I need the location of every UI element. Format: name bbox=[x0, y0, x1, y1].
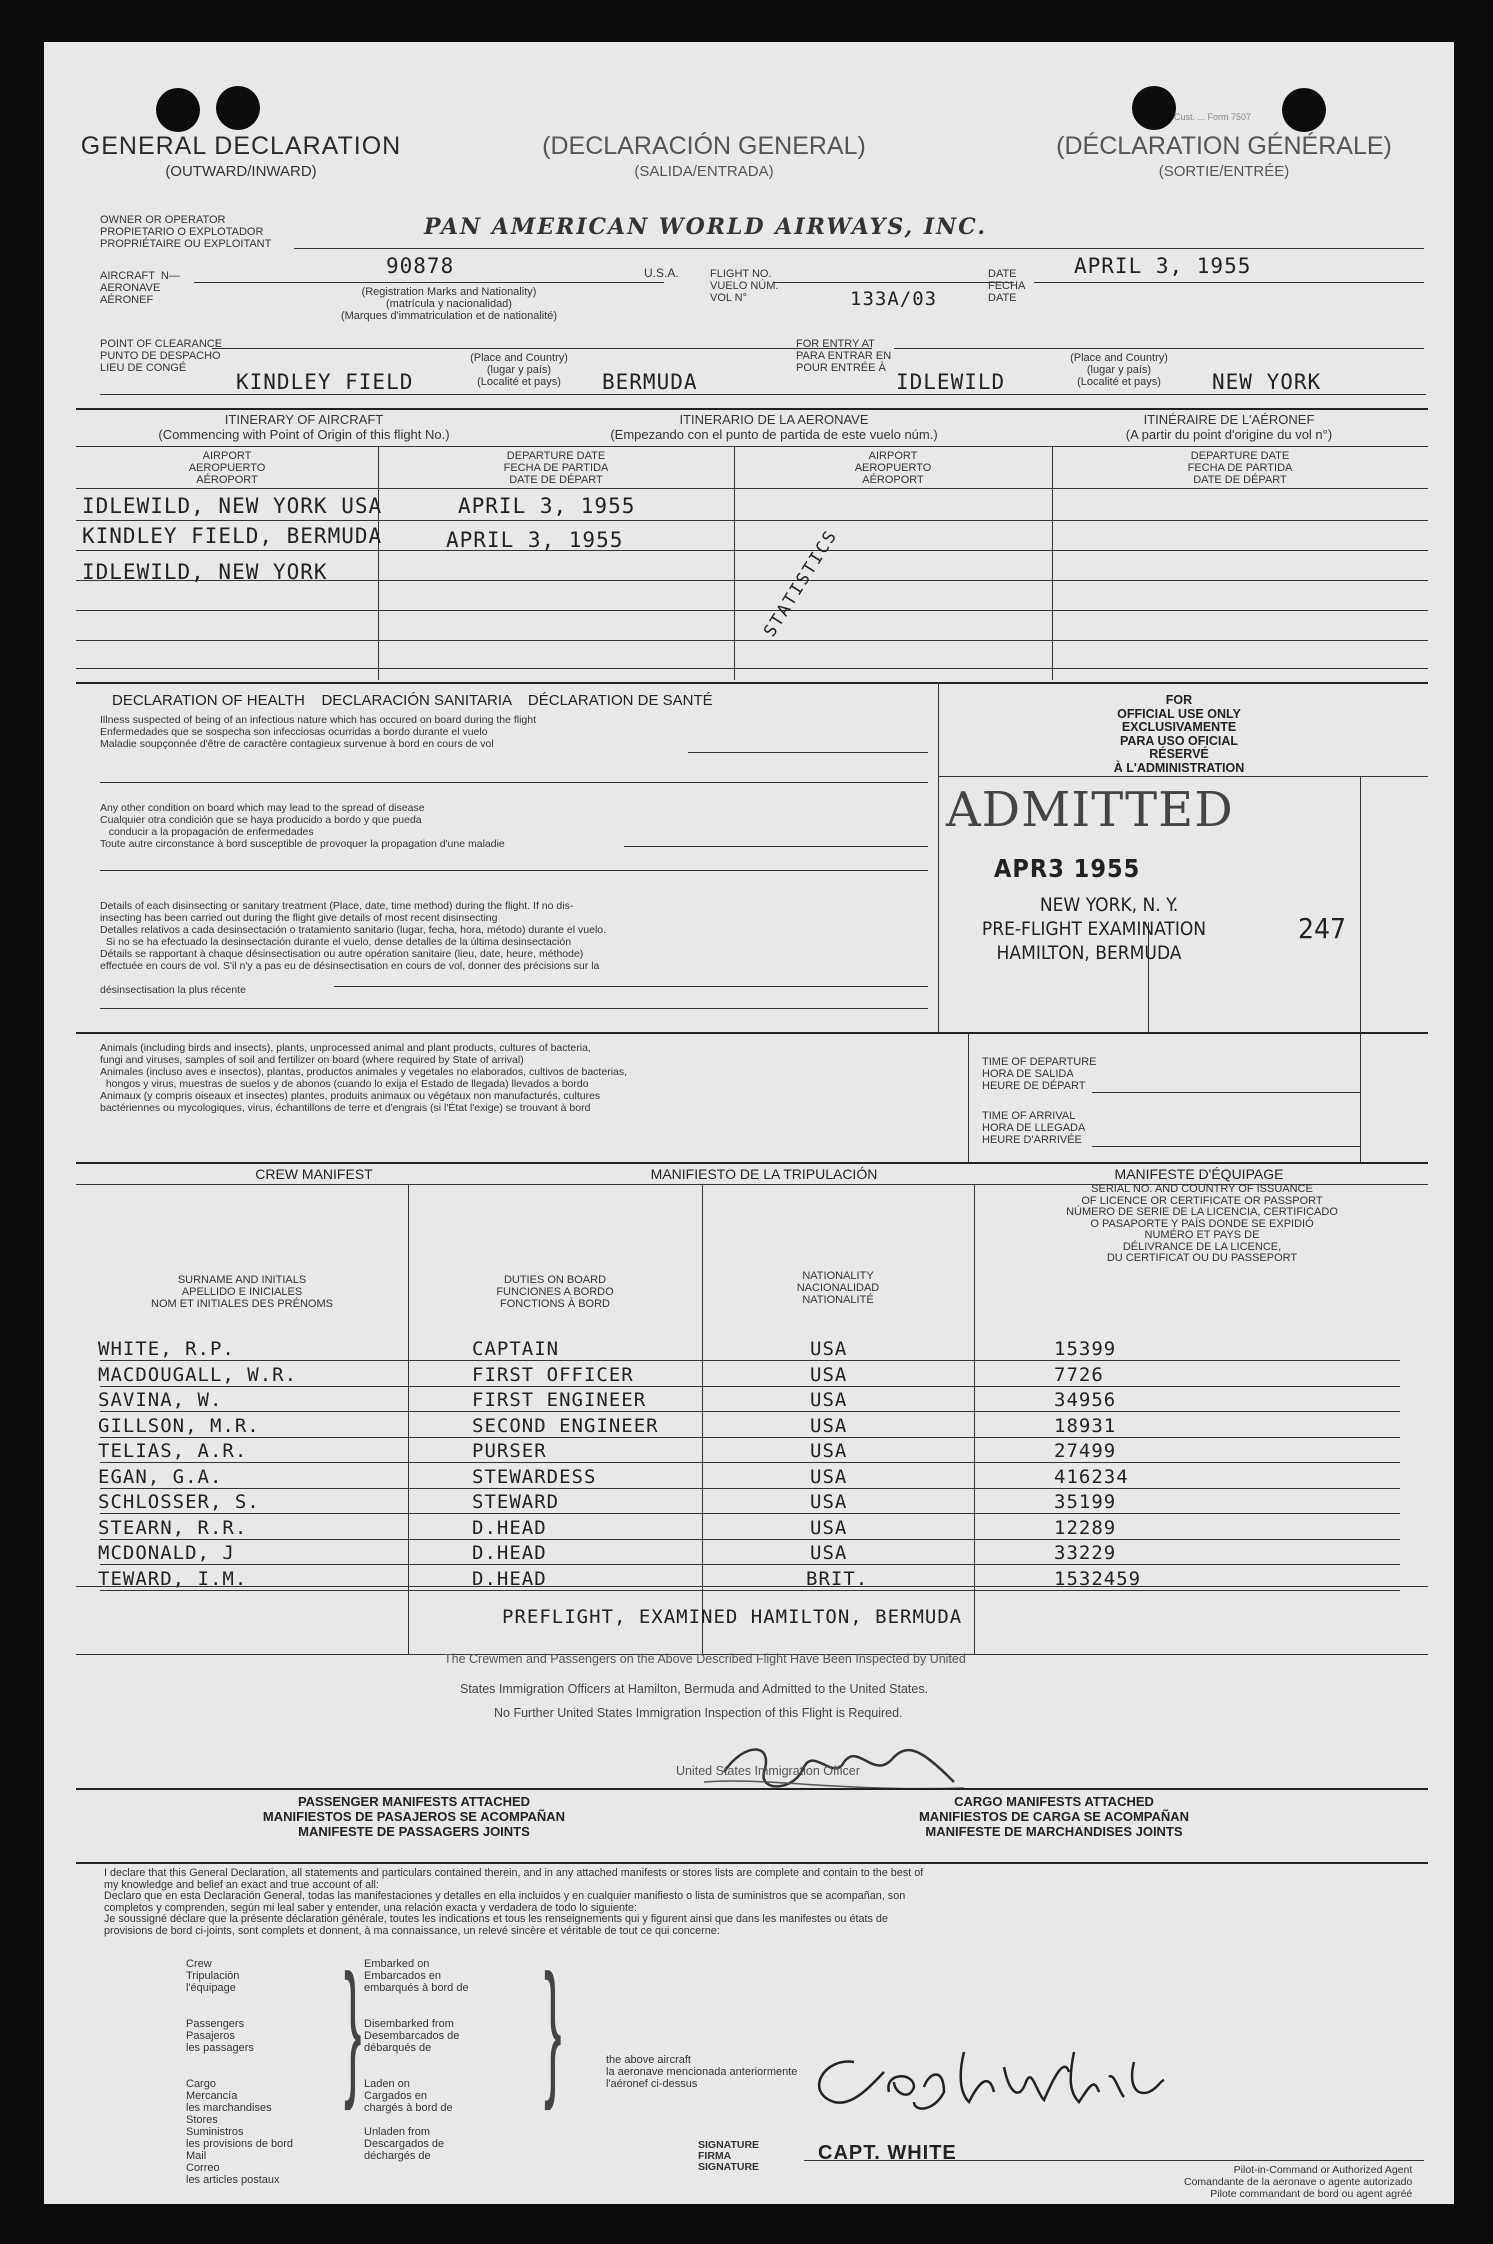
crew-heading-english: CREW MANIFEST bbox=[255, 1166, 373, 1182]
title-english: GENERAL DECLARATION bbox=[80, 132, 402, 160]
clearance-place-note: (Place and Country) (lugar y país) (Localité et pays) bbox=[470, 352, 568, 388]
entry-label: FOR ENTRY AT PARA ENTRAR EN POUR ENTRÉE À bbox=[796, 338, 892, 374]
signature-label: SIGNATURE FIRMA SIGNATURE bbox=[698, 2139, 760, 2173]
official-use-label: FOR OFFICIAL USE ONLY EXCLUSIVAMENTE PARA USO OFICIAL RÉSERVÉ À L'ADMINISTRATION bbox=[1113, 693, 1245, 775]
crew-row-rule bbox=[100, 1386, 1400, 1387]
crew-surname: TELIAS, A.R. bbox=[98, 1440, 248, 1462]
health-title: DECLARATION OF HEALTH DECLARACIÓN SANITARIA DÉCLARATION DE SANTÉ bbox=[112, 692, 713, 709]
statistics-stamp: STATISTICS bbox=[760, 526, 842, 641]
stamp-number: 247 bbox=[1298, 912, 1347, 945]
crew-licence-number: 416234 bbox=[1054, 1465, 1129, 1488]
crew-heading-french: MANIFESTE D'ÉQUIPAGE bbox=[1114, 1166, 1284, 1182]
crew-nationality: USA bbox=[810, 1516, 848, 1539]
crew-nationality: USA bbox=[810, 1542, 848, 1564]
crew-licence-number: 34956 bbox=[1054, 1389, 1117, 1411]
admitted-date: APR3 1955 bbox=[994, 854, 1141, 883]
crew-duty: CAPTAIN bbox=[472, 1338, 560, 1360]
crew-duty: D.HEAD bbox=[472, 1567, 547, 1590]
preflight-stamp: PREFLIGHT, EXAMINED HAMILTON, BERMUDA bbox=[502, 1606, 963, 1628]
captain-name: CAPT. WHITE bbox=[818, 2142, 957, 2164]
crew-duty: SECOND ENGINEER bbox=[472, 1414, 659, 1437]
itinerary-heading-spanish: ITINERARIO DE LA AERONAVE (Empezando con el punto de partida de este vuelo núm.) bbox=[610, 412, 938, 442]
aircraft-number: 90878 bbox=[386, 254, 455, 278]
health-question-3: Details of each disinsecting or sanitary treatment (Place, date, time method) during the flight. If no dis- insecting has been carried out during the flight give details of most recent disinsecting Detalles relativos a cada desinsectación o tratamiento sanitario (lugar, fecha, hora, método) durante el vuelo. Si no se ha efectuado la desinsectación durante el vuelo, dense detalles de la última desinsectación Détails se rapportant à chaque désinsectisation ou autre opération sanitaire (lieu, date, heure, méthode) effectuée en cours de vol. S'il n'y a pas eu de désinsectisation en cours de vol, donner des précisions sur la désinsectisation la plus récente bbox=[100, 900, 607, 996]
flight-date: APRIL 3, 1955 bbox=[1074, 254, 1252, 278]
crew-surname: SAVINA, W. bbox=[98, 1389, 223, 1411]
crew-licence-number: 35199 bbox=[1054, 1491, 1117, 1513]
document-page bbox=[44, 42, 1454, 2204]
stamp-location: NEW YORK, N. Y. bbox=[1039, 894, 1179, 916]
time-of-departure-label: TIME OF DEPARTURE HORA DE SALIDA HEURE DE DÉPART bbox=[982, 1056, 1097, 1092]
pilot-in-command-label: Pilot-in-Command or Authorized Agent Comandante de la aeronave o agente autorizado Pilote commandant de bord ou agent agréé bbox=[1184, 2164, 1413, 2200]
crew-duty: D.HEAD bbox=[472, 1516, 547, 1539]
immigration-cert-line-1: The Crewmen and Passengers on the Above Described Flight Have Been Inspected by United bbox=[444, 1652, 966, 1666]
immigration-cert-line-3: No Further United States Immigration Inspection of this Flight is Required. bbox=[494, 1706, 903, 1720]
subtitle-english: (OUTWARD/INWARD) bbox=[165, 163, 317, 180]
crew-nationality: USA bbox=[810, 1389, 848, 1411]
clearance-label: POINT OF CLEARANCE PUNTO DE DESPACHO LIEU DE CONGÉ bbox=[100, 338, 223, 374]
title-french: (DÉCLARATION GÉNÉRALE) bbox=[1056, 132, 1392, 160]
itin-col-airport-2: AIRPORT AEROPUERTO AÉROPORT bbox=[854, 450, 932, 486]
crew-heading-spanish: MANIFIESTO DE LA TRIPULACIÓN bbox=[650, 1166, 878, 1182]
declaration-aircraft: the above aircraft la aeronave mencionada anteriormente l'aéronef ci-dessus bbox=[606, 2054, 798, 2090]
entry-place: IDLEWILD bbox=[896, 370, 1006, 394]
crew-nationality: USA bbox=[810, 1440, 848, 1462]
animals-declaration: Animals (including birds and insects), plants, unprocessed animal and plant products, cultures of bacteria, fungi and viruses, samples of soil and fertilizer on board (where required by State of arrival) Animales (incluso aves e insectos), plantas, productos animales y vegetales no elaborados, cultivos de bacterias, hongos y virus, muestras de suelos y de abonos (cuando lo exija el Estado de llegada) llevados a bordo Animaux (y compris oiseaux et insectes) plantes, produits animaux ou végétaux non manufacturés, cultures bactériennes ou mycologiques, virus, échantillons de terre et d'engrais (si l'État l'exige) se trouvant à bord bbox=[100, 1042, 628, 1114]
declaration-text: I declare that this General Declaration, all statements and particulars contained therein, and in any attached manifests or stores lists are complete and contain to the best of my knowledge and belief an exact and true account of all: Declaro que en esta Declaración General, todas las manifestaciones y detalles en ella incluidos y en cualquier manifiesto o lista de suministros que se acompañan, son completos y comprenden, según mi leal saber y entender, una relación exacta y verdadera de todo lo siguiente: Je soussigné déclare que la présente déclaration générale, toutes les indications et tous les renseignements qui y figurent ainsi que dans les manifestes ou états de provisions de bord ci-joints, sont complets et donnent, à ma connaissance, un relevé sincère et véritable de tout ce qui concerne: bbox=[104, 1867, 924, 1937]
crew-col-name: SURNAME AND INITIALS APELLIDO E INICIALES NOM ET INITIALES DES PRÉNOMS bbox=[151, 1274, 333, 1310]
crew-col-nationality: NATIONALITY NACIONALIDAD NATIONALITÉ bbox=[796, 1270, 880, 1306]
punch-hole bbox=[156, 88, 200, 132]
crew-row-rule bbox=[100, 1360, 1400, 1361]
admitted-stamp: ADMITTED bbox=[946, 782, 1234, 838]
itin-col-date-2: DEPARTURE DATE FECHA DE PARTIDA DATE DE DÉPART bbox=[1187, 450, 1293, 486]
cargo-manifests: CARGO MANIFESTS ATTACHED MANIFIESTOS DE CARGA SE ACOMPAÑAN MANIFESTE DE MARCHANDISES JOINTS bbox=[918, 1794, 1190, 1839]
brace-left: } bbox=[344, 1943, 362, 2111]
crew-licence-number: 1532459 bbox=[1054, 1567, 1142, 1590]
registration-note: (Registration Marks and Nationality) (matrícula y nacionalidad) (Marques d'immatriculation et de nationalité) bbox=[340, 286, 558, 322]
crew-surname: TEWARD, I.M. bbox=[98, 1567, 248, 1590]
customs-form-reference: Cust. ... Form 7507 bbox=[1174, 112, 1252, 122]
clearance-country: BERMUDA bbox=[602, 370, 698, 394]
crew-surname: SCHLOSSER, S. bbox=[98, 1491, 260, 1513]
time-of-arrival-label: TIME OF ARRIVAL HORA DE LLEGADA HEURE D'ARRIVÉE bbox=[982, 1110, 1086, 1146]
entry-country: NEW YORK bbox=[1212, 370, 1322, 394]
crew-row-rule bbox=[100, 1539, 1400, 1540]
crew-licence-number: 27499 bbox=[1054, 1440, 1117, 1462]
crew-surname: MCDONALD, J bbox=[98, 1542, 235, 1564]
crew-licence-number: 12289 bbox=[1054, 1516, 1117, 1539]
passenger-manifests: PASSENGER MANIFESTS ATTACHED MANIFIESTOS DE PASAJEROS SE ACOMPAÑAN MANIFESTE DE PASSAGERS JOINTS bbox=[262, 1794, 566, 1839]
crew-duty: FIRST ENGINEER bbox=[472, 1389, 647, 1411]
crew-duty: STEWARDESS bbox=[472, 1465, 597, 1488]
aircraft-label: AIRCRAFT N— AERONAVE AÉRONEF bbox=[100, 270, 180, 306]
crew-nationality: USA bbox=[810, 1338, 848, 1360]
crew-licence-number: 33229 bbox=[1054, 1542, 1117, 1564]
flight-number: 133A/03 bbox=[850, 288, 938, 310]
itinerary-heading-french: ITINÉRAIRE DE L'AÉRONEF (A partir du point d'origine du vol n°) bbox=[1125, 412, 1333, 442]
stamp-preflight: PRE-FLIGHT EXAMINATION bbox=[981, 918, 1207, 940]
captain-signature-graphic bbox=[764, 2032, 1174, 2122]
operator-name: PAN AMERICAN WORLD AIRWAYS, INC. bbox=[424, 214, 987, 240]
immigration-officer-label: United States Immigration Officer bbox=[676, 1764, 860, 1778]
operator-label: OWNER OR OPERATOR PROPIETARIO O EXPLOTADOR PROPRIÉTAIRE OU EXPLOITANT bbox=[100, 214, 272, 250]
crew-duty: FIRST OFFICER bbox=[472, 1363, 634, 1386]
flight-label: FLIGHT NO. VUELO NÚM. VOL N° bbox=[710, 268, 779, 304]
crew-nationality: USA bbox=[810, 1363, 848, 1386]
crew-nationality: USA bbox=[810, 1414, 848, 1437]
crew-duty: D.HEAD bbox=[472, 1542, 547, 1564]
crew-nationality: BRIT. bbox=[806, 1567, 869, 1590]
punch-hole bbox=[1132, 86, 1176, 130]
itin-row-date: APRIL 3, 1955 bbox=[446, 528, 624, 552]
crew-row-rule bbox=[100, 1437, 1400, 1438]
crew-surname: WHITE, R.P. bbox=[98, 1338, 235, 1360]
crew-row-rule bbox=[100, 1513, 1400, 1514]
itinerary-heading-english: ITINERARY OF AIRCRAFT (Commencing with Point of Origin of this flight No.) bbox=[158, 412, 450, 442]
crew-nationality: USA bbox=[810, 1491, 848, 1513]
crew-col-duty: DUTIES ON BOARD FUNCIONES A BORDO FONCTIONS À BORD bbox=[496, 1274, 614, 1310]
itin-row-date: APRIL 3, 1955 bbox=[458, 494, 636, 518]
crew-col-licence: SERIAL NO. AND COUNTRY OF ISSUANCE OF LICENCE OR CERTIFICATE OR PASSPORT NÚMERO DE SERIE DE LA LICENCIA, CERTIFICADO O PASAPORTE Y PAÍS DONDE SE EXPIDIÓ NUMÉRO ET PAYS DE DÉLIVRANCE DE LA LICENCE, DU CERTIFICAT OU DU PASSEPORT bbox=[1066, 1183, 1338, 1264]
stamp-hamilton: HAMILTON, BERMUDA bbox=[996, 942, 1182, 964]
crew-licence-number: 18931 bbox=[1054, 1414, 1117, 1437]
crew-row-rule bbox=[100, 1411, 1400, 1412]
crew-surname: MACDOUGALL, W.R. bbox=[98, 1363, 298, 1386]
crew-duty: STEWARD bbox=[472, 1491, 560, 1513]
title-spanish: (DECLARACIÓN GENERAL) bbox=[542, 132, 866, 160]
aircraft-country: U.S.A. bbox=[644, 266, 679, 280]
crew-duty: PURSER bbox=[472, 1440, 547, 1462]
itin-col-airport: AIRPORT AEROPUERTO AÉROPORT bbox=[188, 450, 266, 486]
declaration-items: Crew Tripulación l'équipage Passengers Pasajeros les passagers Cargo Mercancía les marchandises Stores Suministros les provisions de bord Mail Correo les articles postaux bbox=[186, 1958, 294, 2186]
punch-hole bbox=[216, 86, 260, 130]
crew-licence-number: 7726 bbox=[1054, 1363, 1104, 1386]
punch-hole bbox=[1282, 88, 1326, 132]
crew-licence-number: 15399 bbox=[1054, 1338, 1117, 1360]
subtitle-french: (SORTIE/ENTRÉE) bbox=[1158, 163, 1290, 180]
itin-col-date: DEPARTURE DATE FECHA DE PARTIDA DATE DE DÉPART bbox=[503, 450, 609, 486]
crew-nationality: USA bbox=[810, 1465, 848, 1488]
subtitle-spanish: (SALIDA/ENTRADA) bbox=[634, 163, 774, 180]
health-question-2: Any other condition on board which may lead to the spread of disease Cualquier otra condición que se haya producido a bordo y que pueda conducir a la propagación de enfermedades Toute autre circonstance à bord susceptible de provoquer la propagation d'une maladie bbox=[100, 802, 505, 850]
crew-row-rule bbox=[100, 1564, 1400, 1565]
crew-row-rule bbox=[100, 1488, 1400, 1489]
itin-row-airport: IDLEWILD, NEW YORK bbox=[82, 560, 328, 584]
health-question-1: Illness suspected of being of an infectious nature which has occured on board during the flight Enfermedades que se sospecha son infecciosas ocurridas a bordo durante el vuelo Maladie soupçonnée d'être de caractère contagieux survenue à bord en cours de vol bbox=[100, 714, 537, 750]
brace-right: } bbox=[544, 1943, 562, 2111]
crew-row-rule bbox=[100, 1590, 1400, 1591]
crew-row-rule bbox=[100, 1462, 1400, 1463]
declaration-actions: Embarked on Embarcados en embarqués à bord de Disembarked from Desembarcados de débarqués de Laden on Cargados en chargés à bord de Unladen from Descargados de déchargés de bbox=[364, 1958, 469, 2162]
itin-row-airport: IDLEWILD, NEW YORK USA bbox=[82, 494, 383, 518]
entry-place-note: (Place and Country) (lugar y país) (Localité et pays) bbox=[1070, 352, 1168, 388]
crew-surname: GILLSON, M.R. bbox=[98, 1414, 260, 1437]
date-label: DATE FECHA DATE bbox=[988, 268, 1026, 304]
crew-surname: EGAN, G.A. bbox=[98, 1465, 223, 1488]
immigration-cert-line-2: States Immigration Officers at Hamilton, Bermuda and Admitted to the United States. bbox=[460, 1682, 929, 1696]
itin-row-airport: KINDLEY FIELD, BERMUDA bbox=[82, 524, 383, 548]
clearance-place: KINDLEY FIELD bbox=[236, 370, 414, 394]
crew-surname: STEARN, R.R. bbox=[98, 1516, 248, 1539]
